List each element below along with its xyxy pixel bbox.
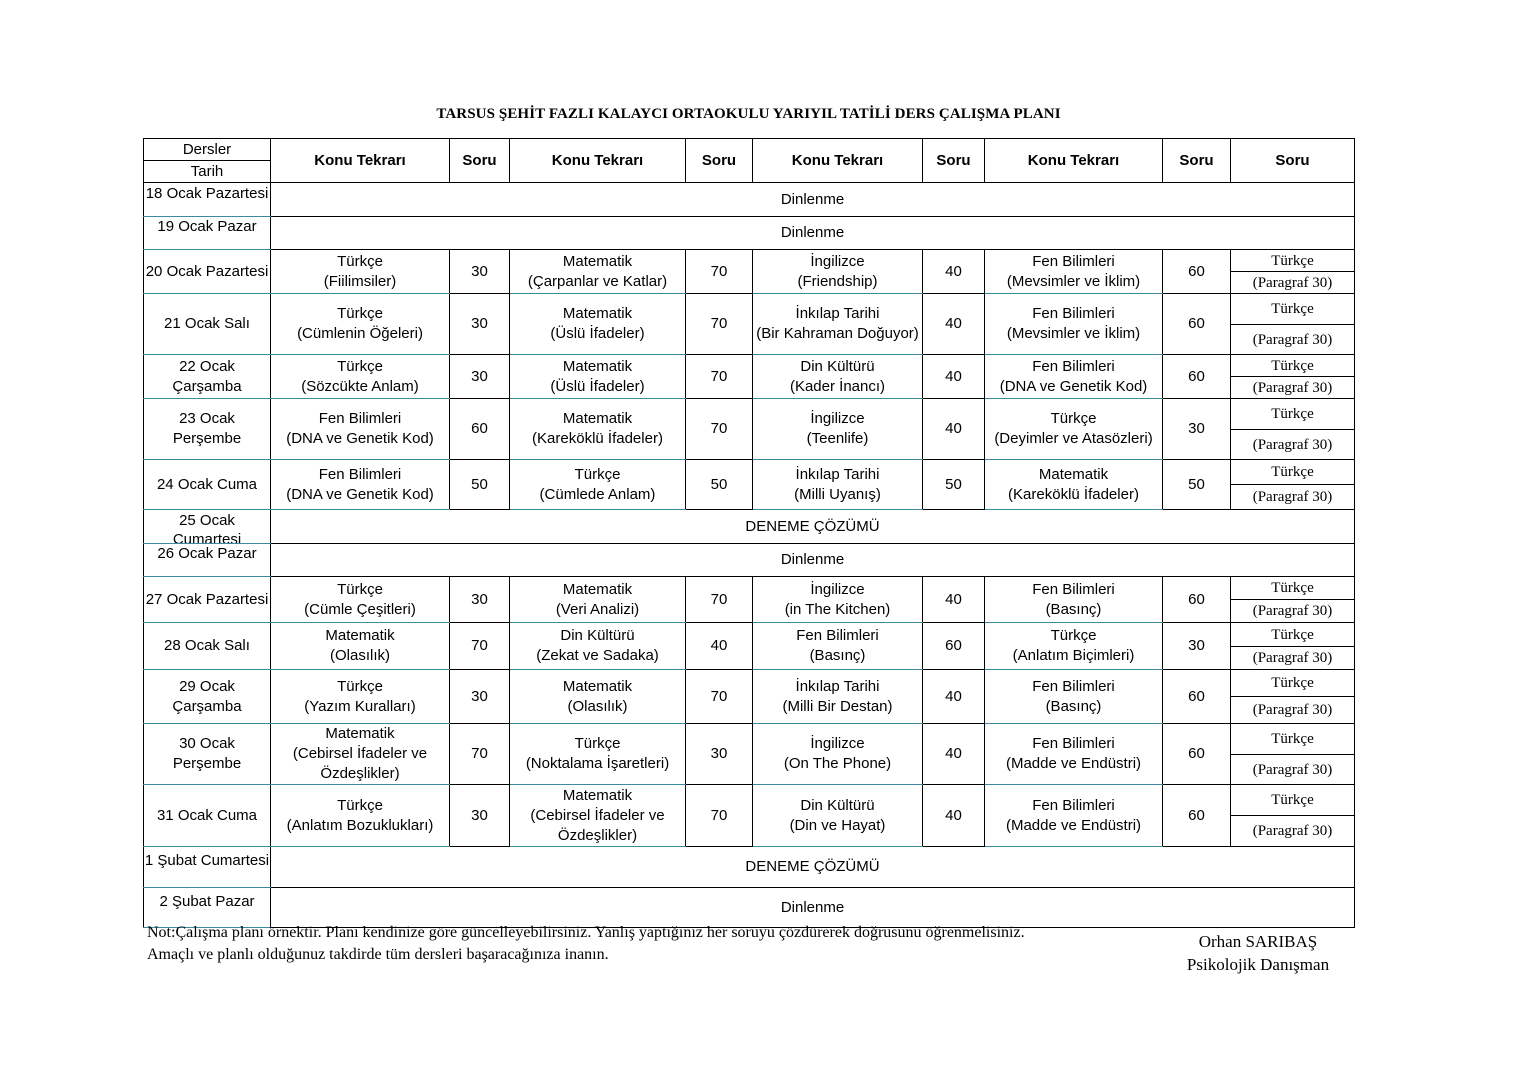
date-label: 19 Ocak Pazar	[157, 218, 257, 235]
topic-name: (DNA ve Genetik Kod)	[286, 430, 434, 447]
question-count: 50	[1163, 460, 1231, 510]
subject-name: Fen Bilimleri	[1032, 357, 1115, 375]
note-line-2: Amaçlı ve planlı olduğunuz takdirde tüm dersleri başaracağınıza inanın.	[147, 946, 609, 963]
page-title: TARSUS ŞEHİT FAZLI KALAYCI ORTAOKULU YARIYIL TATİLİ DERS ÇALIŞMA PLANI	[436, 106, 1061, 122]
topic-cell-2	[510, 724, 686, 785]
topic-name: (Olasılık)	[330, 647, 390, 664]
topic-cell-4	[985, 460, 1163, 510]
question-count: 60	[1163, 577, 1231, 623]
header-dersler: Dersler	[144, 139, 271, 161]
topic-name: (Basınç)	[1045, 600, 1102, 618]
topic-cell-2	[510, 460, 686, 510]
subject-name: Türkçe	[574, 465, 621, 483]
full-width-activity: Dinlenme	[271, 888, 1355, 928]
topic-cell-4	[985, 724, 1163, 785]
note	[147, 922, 1025, 966]
extra-paragraph: (Paragraf 30)	[1231, 697, 1355, 724]
date-cell	[144, 785, 271, 847]
topic-cell-3	[753, 250, 923, 294]
header-topic-4: Konu Tekrarı	[985, 139, 1163, 183]
question-count: 40	[923, 399, 985, 460]
question-count: 30	[450, 250, 510, 294]
extra-subject: Türkçe	[1231, 294, 1355, 325]
extra-subject: Türkçe	[1231, 577, 1355, 600]
question-count: 50	[923, 460, 985, 510]
extra-subject: Türkçe	[1231, 724, 1355, 755]
topic-name: (Cümle Çeşitleri)	[304, 600, 416, 618]
topic-cell-2	[510, 355, 686, 399]
table-row	[144, 623, 1355, 647]
topic-name: (Üslü İfadeler)	[550, 377, 645, 395]
topic-cell-1	[271, 250, 450, 294]
topic-cell-1	[271, 460, 450, 510]
date-label: 22 Ocak Çarşamba	[172, 357, 242, 395]
topic-name: (Kader İnancı)	[789, 377, 886, 395]
subject-name: Türkçe	[337, 796, 383, 814]
subject-name: Matematik	[325, 627, 395, 644]
subject-name: Matematik	[562, 357, 633, 375]
topic-name: (Zekat ve Sadaka)	[536, 647, 659, 664]
subject-name: İngilizce	[810, 410, 865, 427]
question-count: 60	[450, 399, 510, 460]
topic-name: (Yazım Kuralları)	[304, 697, 416, 715]
table-row	[144, 460, 1355, 485]
table-row	[144, 399, 1355, 430]
topic-cell-4	[985, 355, 1163, 399]
topic-name: (Deyimler ve Atasözleri)	[994, 430, 1153, 447]
topic-name: (Çarpanlar ve Katlar)	[527, 272, 668, 290]
subject-name: Fen Bilimleri	[1032, 796, 1115, 814]
topic-name: (in The Kitchen)	[784, 600, 891, 618]
topic-name: (Olasılık)	[567, 697, 628, 715]
date-cell	[144, 250, 271, 294]
extra-paragraph: (Paragraf 30)	[1231, 755, 1355, 785]
date-cell	[144, 577, 271, 623]
subject-name: Fen Bilimleri	[1032, 305, 1115, 322]
topic-cell-4	[985, 577, 1163, 623]
topic-cell-2	[510, 250, 686, 294]
question-count: 70	[686, 399, 753, 460]
question-count: 30	[1163, 623, 1231, 670]
subject-name: Türkçe	[574, 735, 621, 752]
topic-name: (Basınç)	[1045, 697, 1102, 715]
topic-cell-3	[753, 399, 923, 460]
topic-name: (Cebirsel İfadeler ve Özdeşlikler)	[292, 745, 428, 782]
extra-paragraph: (Paragraf 30)	[1231, 485, 1355, 510]
topic-name: (Cümlenin Öğeleri)	[297, 325, 423, 342]
date-cell	[144, 294, 271, 355]
topic-cell-4	[985, 623, 1163, 670]
question-count: 60	[1163, 724, 1231, 785]
header-questions-1: Soru	[450, 139, 510, 183]
topic-cell-3	[753, 724, 923, 785]
topic-name: (Bir Kahraman Doğuyor)	[756, 325, 919, 342]
extra-paragraph: (Paragraf 30)	[1231, 272, 1355, 294]
question-count: 70	[450, 724, 510, 785]
table-row	[144, 785, 1355, 816]
question-count: 30	[686, 724, 753, 785]
subject-name: Matematik	[562, 252, 633, 270]
topic-name: (Madde ve Endüstri)	[1005, 755, 1142, 772]
topic-cell-3	[753, 294, 923, 355]
question-count: 60	[1163, 294, 1231, 355]
topic-cell-4	[985, 294, 1163, 355]
subject-name: Matematik	[562, 305, 633, 322]
subject-name: Din Kültürü	[560, 627, 635, 644]
table-row	[144, 670, 1355, 697]
question-count: 40	[686, 623, 753, 670]
topic-name: (Anlatım Bozuklukları)	[286, 816, 434, 834]
subject-name: Fen Bilimleri	[1032, 677, 1115, 695]
full-width-activity: DENEME ÇÖZÜMÜ	[271, 847, 1355, 888]
subject-name: İngilizce	[810, 580, 865, 598]
full-width-activity: Dinlenme	[271, 544, 1355, 577]
subject-name: İnkılap Tarihi	[795, 465, 880, 483]
topic-name: (Veri Analizi)	[555, 600, 640, 618]
subject-name: Fen Bilimleri	[796, 627, 879, 644]
topic-cell-1	[271, 724, 450, 785]
header-questions-4: Soru	[1163, 139, 1231, 183]
topic-cell-3	[753, 670, 923, 724]
question-count: 30	[450, 577, 510, 623]
topic-name: (Mevsimler ve İklim)	[1006, 272, 1141, 290]
topic-name: (Teenlife)	[806, 430, 869, 447]
date-label: 31 Ocak Cuma	[156, 806, 258, 824]
topic-name: (Cebirsel İfadeler ve Özdeşlikler)	[530, 806, 665, 844]
topic-name: (Milli Bir Destan)	[782, 697, 893, 715]
full-width-activity: Dinlenme	[271, 183, 1355, 217]
full-width-activity: Dinlenme	[271, 217, 1355, 250]
extra-subject: Türkçe	[1231, 399, 1355, 430]
header-topic-1: Konu Tekrarı	[271, 139, 450, 183]
topic-cell-1	[271, 623, 450, 670]
subject-name: Matematik	[325, 725, 395, 742]
question-count: 60	[1163, 250, 1231, 294]
note-line-1: Not:Çalışma planı örnektir. Planı kendinize göre güncelleyebilirsiniz. Yanlış yaptığınız her soruyu çözdürerek doğrusunu öğrenmelisiniz.	[147, 924, 1025, 941]
topic-name: (Kareköklü İfadeler)	[532, 430, 663, 447]
date-label: 28 Ocak Salı	[164, 637, 250, 654]
date-label: 2 Şubat Pazar	[159, 892, 255, 910]
subject-name: Türkçe	[337, 252, 383, 270]
date-label: 23 Ocak Perşembe	[172, 410, 242, 447]
topic-cell-3	[753, 577, 923, 623]
extra-paragraph: (Paragraf 30)	[1231, 325, 1355, 355]
subject-name: Fen Bilimleri	[318, 410, 402, 427]
topic-name: (Friendship)	[797, 272, 878, 290]
question-count: 50	[450, 460, 510, 510]
subject-name: Matematik	[562, 786, 633, 804]
topic-cell-1	[271, 670, 450, 724]
date-cell	[144, 217, 271, 250]
topic-cell-1	[271, 577, 450, 623]
date-label: 1 Şubat Cumartesi	[144, 852, 270, 869]
subject-name: Fen Bilimleri	[1032, 252, 1115, 270]
topic-name: (Fiilimsiler)	[323, 272, 397, 290]
question-count: 60	[1163, 670, 1231, 724]
signature	[1176, 930, 1340, 976]
question-count: 40	[923, 785, 985, 847]
question-count: 40	[923, 355, 985, 399]
topic-name: (DNA ve Genetik Kod)	[286, 485, 434, 503]
question-count: 30	[450, 670, 510, 724]
date-cell	[144, 670, 271, 724]
topic-name: (Milli Uyanış)	[794, 485, 881, 503]
question-count: 40	[923, 724, 985, 785]
question-count: 40	[923, 670, 985, 724]
topic-cell-2	[510, 294, 686, 355]
date-label: 26 Ocak Pazar	[157, 545, 257, 562]
table-row	[144, 577, 1355, 600]
date-cell	[144, 460, 271, 510]
date-cell	[144, 183, 271, 217]
question-count: 70	[686, 670, 753, 724]
question-count: 40	[923, 250, 985, 294]
subject-name: Matematik	[562, 580, 633, 598]
topic-name: (Noktalama İşaretleri)	[525, 755, 670, 772]
question-count: 30	[450, 355, 510, 399]
extra-paragraph: (Paragraf 30)	[1231, 600, 1355, 623]
topic-name: (On The Phone)	[783, 755, 892, 772]
subject-name: Matematik	[562, 410, 633, 427]
question-count: 70	[686, 294, 753, 355]
extra-subject: Türkçe	[1231, 623, 1355, 647]
topic-name: (Din ve Hayat)	[789, 816, 886, 834]
topic-cell-4	[985, 399, 1163, 460]
table-row	[144, 294, 1355, 325]
subject-name: İnkılap Tarihi	[795, 305, 880, 322]
table-row	[144, 510, 1355, 544]
question-count: 70	[686, 577, 753, 623]
date-label: 29 Ocak Çarşamba	[172, 677, 242, 715]
question-count: 40	[923, 294, 985, 355]
study-plan-table	[143, 138, 1355, 928]
subject-name: Fen Bilimleri	[1032, 580, 1115, 598]
date-cell	[144, 544, 271, 577]
topic-name: (Basınç)	[809, 647, 866, 664]
topic-cell-2	[510, 623, 686, 670]
header-topic-2: Konu Tekrarı	[510, 139, 686, 183]
date-cell	[144, 399, 271, 460]
date-label: 24 Ocak Cuma	[156, 475, 258, 493]
subject-name: Din Kültürü	[800, 796, 875, 814]
question-count: 60	[1163, 785, 1231, 847]
question-count: 30	[1163, 399, 1231, 460]
subject-name: Türkçe	[337, 305, 383, 322]
extra-subject: Türkçe	[1231, 355, 1355, 377]
subject-name: Türkçe	[1050, 627, 1097, 644]
full-width-activity: DENEME ÇÖZÜMÜ	[271, 510, 1355, 544]
topic-name: (Kareköklü İfadeler)	[1008, 485, 1139, 503]
date-label: 20 Ocak Pazartesi	[145, 262, 269, 280]
date-label: 21 Ocak Salı	[164, 315, 250, 332]
subject-name: Fen Bilimleri	[318, 465, 402, 483]
table-row	[144, 355, 1355, 377]
topic-cell-3	[753, 460, 923, 510]
topic-cell-1	[271, 294, 450, 355]
subject-name: Din Kültürü	[800, 357, 875, 375]
date-cell	[144, 355, 271, 399]
subject-name: İngilizce	[810, 252, 865, 270]
question-count: 40	[923, 577, 985, 623]
subject-name: İnkılap Tarihi	[795, 677, 880, 695]
question-count: 70	[450, 623, 510, 670]
question-count: 30	[450, 294, 510, 355]
extra-paragraph: (Paragraf 30)	[1231, 647, 1355, 670]
header-questions-3: Soru	[923, 139, 985, 183]
topic-cell-1	[271, 785, 450, 847]
header-questions-extra: Soru	[1231, 139, 1355, 183]
date-cell	[144, 724, 271, 785]
topic-cell-2	[510, 785, 686, 847]
subject-name: Türkçe	[337, 357, 383, 375]
subject-name: Türkçe	[337, 580, 383, 598]
signature-name: Orhan SARIBAŞ	[1198, 932, 1318, 951]
topic-cell-1	[271, 355, 450, 399]
topic-cell-3	[753, 623, 923, 670]
question-count: 70	[686, 355, 753, 399]
topic-cell-4	[985, 785, 1163, 847]
extra-subject: Türkçe	[1231, 670, 1355, 697]
extra-paragraph: (Paragraf 30)	[1231, 430, 1355, 460]
table-row	[144, 724, 1355, 755]
subject-name: Fen Bilimleri	[1032, 735, 1115, 752]
table-row	[144, 183, 1355, 217]
table-row	[144, 544, 1355, 577]
topic-cell-2	[510, 670, 686, 724]
question-count: 30	[450, 785, 510, 847]
topic-name: (Cümlede Anlam)	[539, 485, 656, 503]
topic-name: (Anlatım Biçimleri)	[1012, 647, 1135, 664]
question-count: 60	[923, 623, 985, 670]
question-count: 70	[686, 250, 753, 294]
header-topic-3: Konu Tekrarı	[753, 139, 923, 183]
extra-subject: Türkçe	[1231, 785, 1355, 816]
date-cell	[144, 623, 271, 670]
table-row	[144, 217, 1355, 250]
subject-name: Matematik	[1038, 465, 1109, 483]
topic-name: (Üslü İfadeler)	[550, 325, 645, 342]
topic-cell-4	[985, 670, 1163, 724]
table-row	[144, 250, 1355, 272]
extra-subject: Türkçe	[1231, 460, 1355, 485]
topic-cell-1	[271, 399, 450, 460]
topic-name: (Mevsimler ve İklim)	[1006, 325, 1141, 342]
question-count: 60	[1163, 355, 1231, 399]
question-count: 70	[686, 785, 753, 847]
topic-name: (DNA ve Genetik Kod)	[999, 377, 1148, 395]
subject-name: Türkçe	[1050, 410, 1097, 427]
date-label: 25 Ocak Cumartesi	[172, 511, 242, 543]
question-count: 50	[686, 460, 753, 510]
topic-cell-3	[753, 785, 923, 847]
header-questions-2: Soru	[686, 139, 753, 183]
date-cell	[144, 847, 271, 888]
date-label: 30 Ocak Perşembe	[172, 735, 242, 772]
subject-name: Matematik	[562, 677, 633, 695]
date-label: 18 Ocak Pazartesi	[145, 184, 269, 202]
date-label: 27 Ocak Pazartesi	[145, 590, 269, 608]
header-tarih: Tarih	[144, 161, 271, 183]
topic-name: (Sözcükte Anlam)	[301, 377, 419, 395]
topic-name: (Madde ve Endüstri)	[1005, 816, 1142, 834]
date-cell	[144, 510, 271, 544]
extra-subject: Türkçe	[1231, 250, 1355, 272]
subject-name: İngilizce	[810, 735, 865, 752]
extra-paragraph: (Paragraf 30)	[1231, 377, 1355, 399]
table-row	[144, 847, 1355, 888]
topic-cell-2	[510, 577, 686, 623]
subject-name: Türkçe	[337, 677, 383, 695]
topic-cell-2	[510, 399, 686, 460]
topic-cell-4	[985, 250, 1163, 294]
topic-cell-3	[753, 355, 923, 399]
extra-paragraph: (Paragraf 30)	[1231, 816, 1355, 847]
signature-role: Psikolojik Danışman	[1186, 955, 1330, 974]
